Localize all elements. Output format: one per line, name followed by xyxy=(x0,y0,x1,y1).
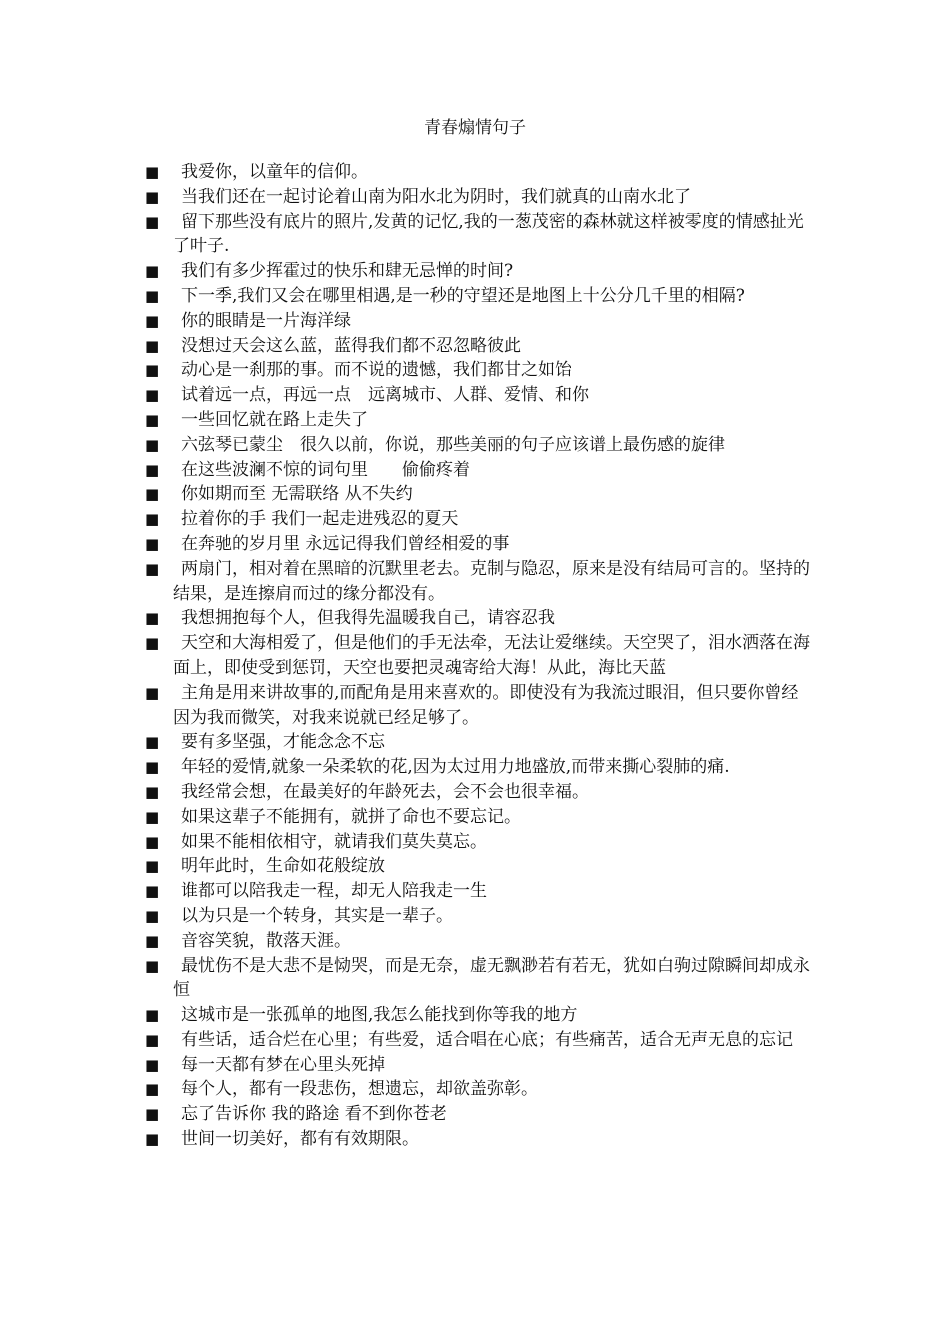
list-item xyxy=(145,284,815,309)
bullet-square-icon: ■ xyxy=(145,460,160,479)
list-item xyxy=(145,433,815,458)
bullet-square-icon: ■ xyxy=(145,931,160,950)
bullet-square-icon: ■ xyxy=(145,163,160,181)
list-item-text: 你的眼睛是一片海洋绿 xyxy=(181,310,351,331)
bullet-square-icon: ■ xyxy=(145,336,160,355)
bullet-square-icon: ■ xyxy=(145,882,160,901)
list-item-text: 天空和大海相爱了，但是他们的手无法牵，无法让爱继续。天空哭了，泪水洒落在海面上，即使受到惩罚，天空也要把灵魂寄给大海！从此，海比天蓝 xyxy=(173,633,810,678)
list-item xyxy=(145,458,815,483)
list-item-text: 试着远一点，再远一点 远离城市、人群、爱情、和你 xyxy=(181,385,589,406)
bullet-square-icon: ■ xyxy=(145,361,160,380)
bullet-square-icon: ■ xyxy=(145,262,160,281)
list-item xyxy=(145,631,815,681)
bullet-square-icon: ■ xyxy=(145,857,160,876)
list-item xyxy=(145,532,815,557)
list-item-text: 如果不能相依相守，就请我们莫失莫忘。 xyxy=(181,831,487,852)
list-item xyxy=(145,1003,815,1028)
bullet-square-icon: ■ xyxy=(145,510,160,529)
bullet-square-icon: ■ xyxy=(145,683,160,702)
bullet-square-icon: ■ xyxy=(145,1006,160,1025)
bullet-square-icon: ■ xyxy=(145,1055,160,1074)
list-item xyxy=(145,805,815,830)
list-item xyxy=(145,929,815,954)
bullet-square-icon: ■ xyxy=(145,956,160,975)
list-item-text: 忘了告诉你 我的路途 看不到你苍老 xyxy=(181,1104,447,1125)
bullet-square-icon: ■ xyxy=(145,1030,160,1049)
bullet-square-icon: ■ xyxy=(145,212,160,231)
bullet-square-icon: ■ xyxy=(145,733,160,752)
list-item-text: 没想过天会这么蓝，蓝得我们都不忍忽略彼此 xyxy=(181,335,521,356)
list-item xyxy=(145,755,815,780)
bullet-square-icon: ■ xyxy=(145,410,160,429)
bullet-square-icon: ■ xyxy=(145,187,160,206)
list-item-text: 下一季,我们又会在哪里相遇,是一秒的守望还是地图上十公分几千里的相隔? xyxy=(181,285,745,306)
quote-list xyxy=(145,160,815,1152)
list-item xyxy=(145,507,815,532)
list-item-text: 两扇门，相对着在黑暗的沉默里老去。克制与隐忍，原来是没有结局可言的。坚持的结果，是连擦肩而过的缘分都没有。 xyxy=(173,558,810,604)
list-item-text: 我们有多少挥霍过的快乐和肆无忌惮的时间? xyxy=(181,261,514,282)
list-item xyxy=(145,1053,815,1078)
bullet-square-icon: ■ xyxy=(145,832,160,851)
list-item-text: 有些话，适合烂在心里；有些爱，适合唱在心底；有些痛苦，适合无声无息的忘记 xyxy=(181,1029,793,1050)
list-item xyxy=(145,1102,815,1127)
list-item xyxy=(145,557,815,607)
list-item xyxy=(145,210,815,260)
list-item-text: 如果这辈子不能拥有，就拼了命也不要忘记。 xyxy=(181,806,521,827)
list-item xyxy=(145,334,815,359)
list-item-text: 每个人，都有一段悲伤，想遗忘，却欲盖弥彰。 xyxy=(181,1079,538,1100)
list-item xyxy=(145,185,815,210)
list-item-text: 你如期而至 无需联络 从不失约 xyxy=(181,484,413,505)
bullet-square-icon: ■ xyxy=(145,782,160,801)
list-item xyxy=(145,1127,815,1152)
list-item xyxy=(145,854,815,879)
bullet-square-icon: ■ xyxy=(145,485,160,504)
list-item xyxy=(145,879,815,904)
list-item-text: 谁都可以陪我走一程，却无人陪我走一生 xyxy=(181,881,487,902)
bullet-square-icon: ■ xyxy=(145,286,160,305)
list-item-text: 主角是用来讲故事的,而配角是用来喜欢的。即使没有为我流过眼泪，但只要你曾经因为我而微笑，对我来说就已经足够了。 xyxy=(173,682,799,728)
bullet-square-icon: ■ xyxy=(145,758,160,777)
list-item-text: 这城市是一张孤单的地图,我怎么能找到你等我的地方 xyxy=(181,1005,578,1026)
list-item-text: 当我们还在一起讨论着山南为阳水北为阴时，我们就真的山南水北了 xyxy=(181,186,691,207)
list-item-text: 每一天都有梦在心里头死掉 xyxy=(181,1054,385,1075)
list-item xyxy=(145,904,815,929)
bullet-square-icon: ■ xyxy=(145,906,160,925)
list-item-text: 要有多坚强，才能念念不忘 xyxy=(181,732,385,753)
list-item-text: 动心是一刹那的事。而不说的遗憾，我们都甘之如饴 xyxy=(181,360,572,381)
bullet-square-icon: ■ xyxy=(145,386,160,405)
list-item-text: 明年此时，生命如花般绽放 xyxy=(181,856,385,877)
bullet-square-icon: ■ xyxy=(145,634,160,653)
list-item-text: 在这些波澜不惊的词句里 偷偷疼着 xyxy=(181,459,470,480)
list-item-text: 我经常会想，在最美好的年龄死去，会不会也很幸福。 xyxy=(181,781,589,802)
bullet-square-icon: ■ xyxy=(145,1130,160,1149)
bullet-square-icon: ■ xyxy=(145,609,160,628)
list-item xyxy=(145,358,815,383)
list-item xyxy=(145,408,815,433)
list-item-text: 我想拥抱每个人，但我得先温暖我自己，请容忍我 xyxy=(181,608,555,629)
list-item-text: 一些回忆就在路上走失了 xyxy=(181,409,368,430)
list-item-text: 留下那些没有底片的照片,发黄的记忆,我的一葱茂密的森林就这样被零度的情感扯光了叶子. xyxy=(173,211,804,257)
bullet-square-icon: ■ xyxy=(145,1105,160,1124)
list-item xyxy=(145,1077,815,1102)
list-item xyxy=(145,1028,815,1053)
list-item-text: 六弦琴已蒙尘 很久以前，你说，那些美丽的句子应该谱上最伤感的旋律 xyxy=(181,434,725,455)
list-item xyxy=(145,259,815,284)
list-item-text: 最忧伤不是大悲不是恸哭，而是无奈，虚无飘渺若有若无，犹如白驹过隙瞬间却成永恒 xyxy=(173,955,810,1001)
list-item xyxy=(145,780,815,805)
bullet-square-icon: ■ xyxy=(145,559,160,578)
list-item xyxy=(145,160,815,185)
bullet-square-icon: ■ xyxy=(145,807,160,826)
list-item-text: 以为只是一个转身，其实是一辈子。 xyxy=(181,905,453,926)
list-item xyxy=(145,830,815,855)
bullet-square-icon: ■ xyxy=(145,534,160,553)
list-item-text: 年轻的爱情,就象一朵柔软的花,因为太过用力地盛放,而带来撕心裂肺的痛. xyxy=(181,757,730,778)
list-item-text: 我爱你，以童年的信仰。 xyxy=(181,162,368,182)
bullet-square-icon: ■ xyxy=(145,311,160,330)
list-item-text: 世间一切美好，都有有效期限。 xyxy=(181,1129,419,1150)
list-item-text: 拉着你的手 我们一起走进残忍的夏天 xyxy=(181,509,459,530)
list-item-text: 在奔驰的岁月里 永远记得我们曾经相爱的事 xyxy=(181,533,510,554)
bullet-square-icon: ■ xyxy=(145,1080,160,1099)
bullet-square-icon: ■ xyxy=(145,435,160,454)
list-item xyxy=(145,681,815,731)
list-item-text: 音容笑貌，散落天涯。 xyxy=(181,930,351,951)
list-item xyxy=(145,482,815,507)
list-item xyxy=(145,730,815,755)
list-item xyxy=(145,954,815,1004)
page-title: 青春煽情句子 xyxy=(424,118,526,138)
list-item xyxy=(145,606,815,631)
list-item xyxy=(145,309,815,334)
list-item xyxy=(145,383,815,408)
